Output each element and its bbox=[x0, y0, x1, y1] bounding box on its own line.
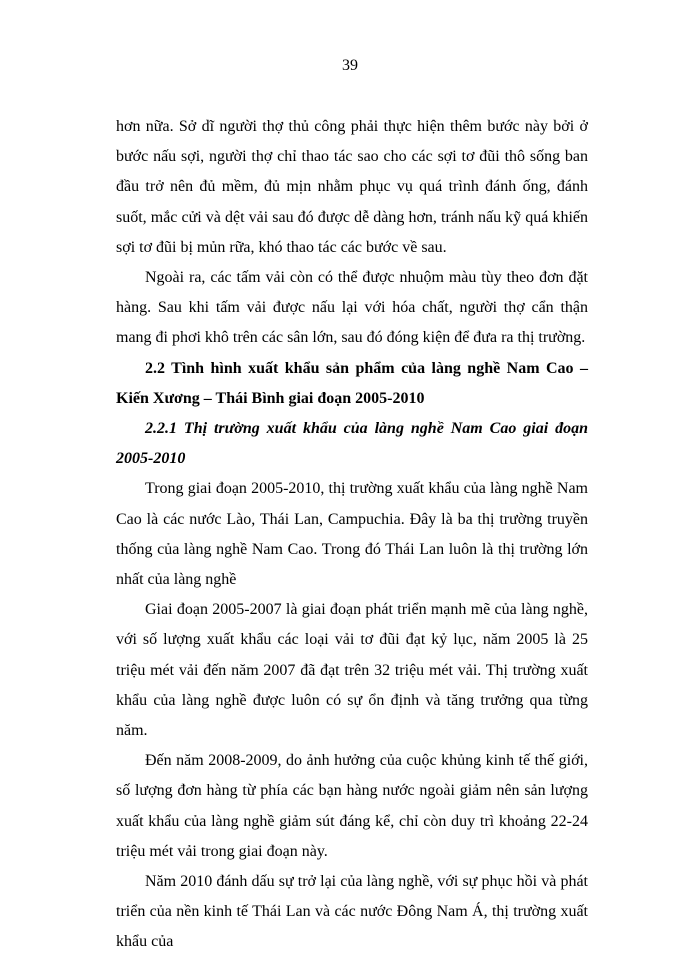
section-heading-2-2: 2.2 Tình hình xuất khẩu sản phẩm của làng nghề Nam Cao – Kiến Xương – Thái Bình giai đoạn 2005-2010 bbox=[116, 359, 588, 407]
paragraph-dyeing: Ngoài ra, các tấm vải còn có thể được nhuộm màu tùy theo đơn đặt hàng. Sau khi tấm vải được nấu lại với hóa chất, người thợ cẩn thận mang đi phơi khô trên các sân lớn, sau đó đóng kiện để đưa ra thị trường. bbox=[116, 269, 588, 347]
paragraph-2005-2007: Giai đoạn 2005-2007 là giai đoạn phát triển mạnh mẽ của làng nghề, với số lượng xuất khẩu các loại vải tơ đũi đạt kỷ lục, năm 2005 là 25 triệu mét vải đến năm 2007 đã đạt trên 32 triệu mét vải. Thị trường xuất khẩu của làng nghề được luôn có sự ổn định và tăng trưởng qua từng năm. bbox=[116, 601, 588, 740]
paragraph-markets: Trong giai đoạn 2005-2010, thị trường xuất khẩu của làng nghề Nam Cao là các nước Lào, Thái Lan, Campuchia. Đây là ba thị trường truyền thống của làng nghề Nam Cao. Trong đó Thái Lan luôn là thị trường lớn nhất của làng nghề bbox=[116, 480, 588, 589]
paragraph-continued: hơn nữa. Sở dĩ người thợ thủ công phải thực hiện thêm bước này bởi ở bước nấu sợi, người thợ chỉ thao tác sao cho các sợi tơ đũi thô sống ban đầu trở nên đủ mềm, đủ mịn nhằm phục vụ quá trình đánh ống, đánh suốt, mắc cửi và dệt vải sau đó được dễ dàng hơn, tránh nấu kỹ quá khiến sợi tơ đũi bị mủn rữa, khó thao tác các bước về sau. bbox=[116, 118, 588, 256]
document-body bbox=[116, 112, 588, 958]
paragraph-2008-2009: Đến năm 2008-2009, do ảnh hưởng của cuộc khủng kinh tế thế giới, số lượng đơn hàng từ phía các bạn hàng nước ngoài giảm nên sản lượng xuất khẩu của làng nghề giảm sút đáng kể, chỉ còn duy trì khoảng 22-24 triệu mét vải trong giai đoạn này. bbox=[116, 752, 588, 860]
paragraph-2010: Năm 2010 đánh dấu sự trở lại của làng nghề, với sự phục hồi và phát triển của nền kinh tế Thái Lan và các nước Đông Nam Á, thị trường xuất khẩu của bbox=[116, 873, 588, 951]
subsection-heading-2-2-1: 2.2.1 Thị trường xuất khẩu của làng nghề Nam Cao giai đoạn 2005-2010 bbox=[116, 420, 588, 468]
page-number: 39 bbox=[342, 57, 358, 74]
